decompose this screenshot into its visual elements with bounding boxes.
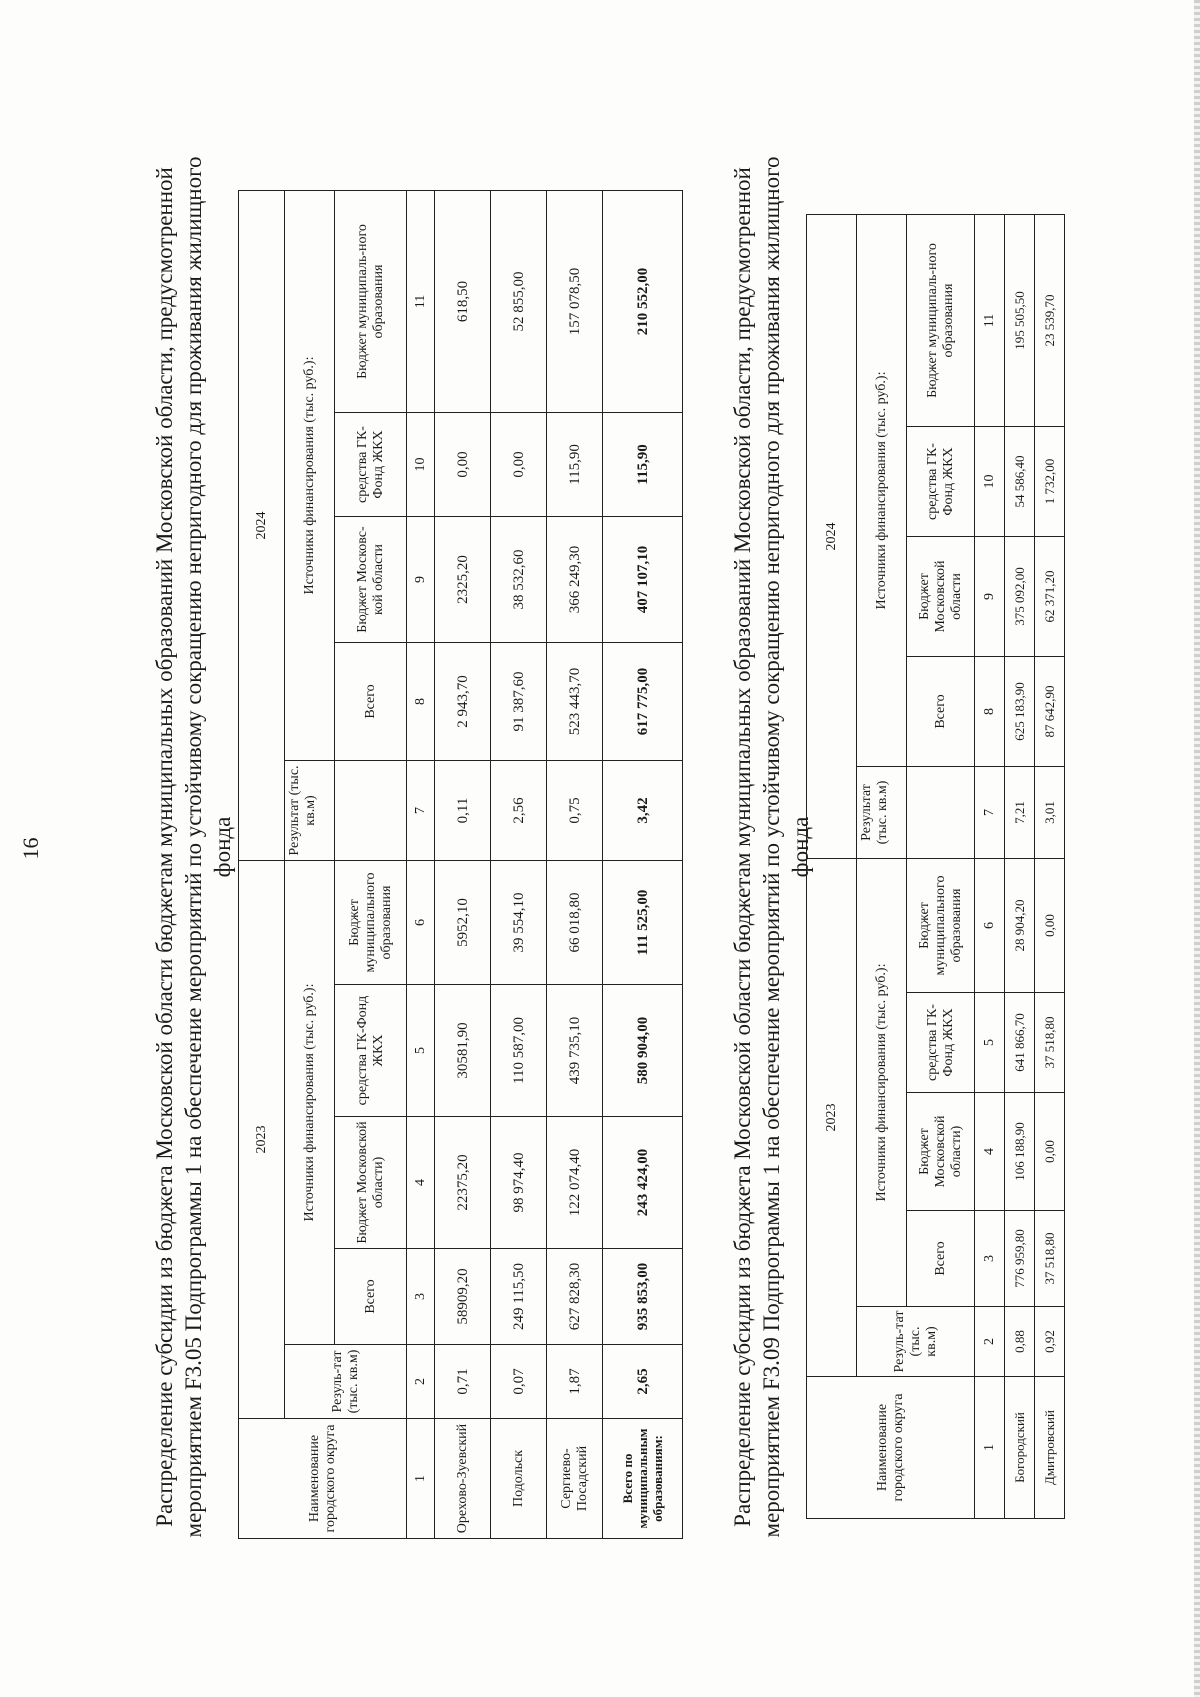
col-number: 8	[407, 643, 435, 761]
col-number: 5	[407, 985, 435, 1117]
cell-value: 0,71	[435, 1345, 491, 1419]
header-total-2024: Всего	[335, 643, 407, 761]
cell-value: 110 587,00	[491, 985, 547, 1117]
table-row	[547, 191, 603, 1539]
total-value: 210 552,00	[603, 191, 683, 413]
row-name: Дмитровский	[1035, 1377, 1065, 1519]
col-number: 7	[407, 761, 435, 861]
header-regional-budget-2023: Бюджет Московской области)	[335, 1117, 407, 1249]
col-number: 1	[975, 1377, 1005, 1519]
total-value: 407 107,10	[603, 517, 683, 643]
col-number: 10	[407, 413, 435, 517]
total-value: 935 853,00	[603, 1249, 683, 1345]
header-fund-2024: средства ГК-Фонд ЖКХ	[335, 413, 407, 517]
cell-value: 0,11	[435, 761, 491, 861]
header-fund-2024: средства ГК-Фонд ЖКХ	[907, 427, 975, 537]
header-result-2024: Результат (тыс. кв.м)	[285, 761, 335, 861]
cell-value: 87 642,90	[1035, 657, 1065, 767]
col-number: 7	[975, 767, 1005, 859]
header-sources-2024: Источники финансирования (тыс. руб.):	[857, 215, 907, 767]
col-number: 3	[407, 1249, 435, 1345]
table-row	[1005, 215, 1035, 1519]
total-row-name: Всего по муниципальным образованиям:	[603, 1419, 683, 1539]
cell-value: 37 518,80	[1035, 1211, 1065, 1307]
cell-value: 157 078,50	[547, 191, 603, 413]
cell-value: 0,75	[547, 761, 603, 861]
col-number: 9	[975, 537, 1005, 657]
col-number: 8	[975, 657, 1005, 767]
header-result-2024-cont	[335, 761, 407, 861]
table-row	[435, 191, 491, 1539]
col-number: 2	[975, 1307, 1005, 1377]
col-number: 4	[975, 1093, 1005, 1211]
header-municipal-budget-2024: Бюджет муниципаль-ного образования	[335, 191, 407, 413]
table-row	[1035, 215, 1065, 1519]
col-number: 2	[407, 1345, 435, 1419]
cell-value: 37 518,80	[1035, 993, 1065, 1093]
header-fund-2023: средства ГК-Фонд ЖКХ	[335, 985, 407, 1117]
header-result-2023: Резуль-тат (тыс. кв.м)	[857, 1307, 975, 1377]
total-value: 111 525,00	[603, 861, 683, 985]
cell-value: 122 074,40	[547, 1117, 603, 1249]
cell-value: 98 974,40	[491, 1117, 547, 1249]
cell-value: 625 183,90	[1005, 657, 1035, 767]
total-value: 3,42	[603, 761, 683, 861]
header-year-2023: 2023	[807, 859, 857, 1377]
cell-value: 366 249,30	[547, 517, 603, 643]
col-number: 9	[407, 517, 435, 643]
cell-value: 1 732,00	[1035, 427, 1065, 537]
cell-value: 2 943,70	[435, 643, 491, 761]
cell-value: 439 735,10	[547, 985, 603, 1117]
header-result-2023: Резуль-тат (тыс. кв.м)	[285, 1345, 407, 1419]
cell-value: 115,90	[547, 413, 603, 517]
col-number: 11	[975, 215, 1005, 427]
cell-value: 776 959,80	[1005, 1211, 1035, 1307]
header-total-2023: Всего	[335, 1249, 407, 1345]
cell-value: 195 505,50	[1005, 215, 1035, 427]
table1-title: Распределение субсидии из бюджета Московской области бюджетам муниципальных образований Московской области, предусмотренной мероприятием F3.05 Подпрограммы 1 на обеспечение мероприятий по устойчивому сокращению непригодного для проживания жилищного фонда	[152, 156, 235, 1538]
cell-value: 0,00	[1035, 1093, 1065, 1211]
cell-value: 62 371,20	[1035, 537, 1065, 657]
cell-value: 0,00	[491, 413, 547, 517]
header-sources-2024: Источники финансирования (тыс. руб.):	[285, 191, 335, 761]
header-total-2024: Всего	[907, 657, 975, 767]
cell-value: 1,87	[547, 1345, 603, 1419]
page-number: 16	[18, 837, 43, 860]
row-name: Богородский	[1005, 1377, 1035, 1519]
header-year-2024: 2024	[239, 191, 285, 861]
total-value: 2,65	[603, 1345, 683, 1419]
table-row	[491, 191, 547, 1539]
cell-value: 523 443,70	[547, 643, 603, 761]
cell-value: 58909,20	[435, 1249, 491, 1345]
col-number: 10	[975, 427, 1005, 537]
header-regional-budget-2023: Бюджет Московской области)	[907, 1093, 975, 1211]
cell-value: 0,00	[1035, 859, 1065, 993]
cell-value: 28 904,20	[1005, 859, 1035, 993]
table2	[806, 214, 1065, 1519]
header-year-2024: 2024	[807, 215, 857, 859]
table1	[238, 190, 683, 1539]
header-sources-2023: Источники финансирования (тыс. руб.):	[285, 861, 335, 1345]
cell-value: 2,56	[491, 761, 547, 861]
header-municipal-budget-2023: Бюджет муниципального образования	[907, 859, 975, 993]
column-number-row	[975, 215, 1005, 1519]
cell-value: 5952,10	[435, 861, 491, 985]
header-year-2023: 2023	[239, 861, 285, 1419]
total-value: 580 904,00	[603, 985, 683, 1117]
cell-value: 0,88	[1005, 1307, 1035, 1377]
cell-value: 0,00	[435, 413, 491, 517]
cell-value: 66 018,80	[547, 861, 603, 985]
header-total-2023: Всего	[907, 1211, 975, 1307]
cell-value: 0,07	[491, 1345, 547, 1419]
col-number: 11	[407, 191, 435, 413]
header-regional-budget-2024: Бюджет Московс-кой области	[335, 517, 407, 643]
col-number: 6	[407, 861, 435, 985]
cell-value: 91 387,60	[491, 643, 547, 761]
col-number: 5	[975, 993, 1005, 1093]
header-regional-budget-2024: Бюджет Московской области	[907, 537, 975, 657]
header-municipal-budget-2023: Бюджет муниципального образования	[335, 861, 407, 985]
row-name: Подольск	[491, 1419, 547, 1539]
col-number: 3	[975, 1211, 1005, 1307]
cell-value: 0,92	[1035, 1307, 1065, 1377]
cell-value: 618,50	[435, 191, 491, 413]
cell-value: 627 828,30	[547, 1249, 603, 1345]
cell-value: 249 115,50	[491, 1249, 547, 1345]
cell-value: 30581,90	[435, 985, 491, 1117]
cell-value: 38 532,60	[491, 517, 547, 643]
cell-value: 7,21	[1005, 767, 1035, 859]
cell-value: 3,01	[1035, 767, 1065, 859]
col-number: 4	[407, 1117, 435, 1249]
cell-value: 2325,20	[435, 517, 491, 643]
cell-value: 22375,20	[435, 1117, 491, 1249]
table2-title: Распределение субсидии из бюджета Московской области бюджетам муниципальных образований Московской области, предусмотренной мероприятием F3.09 Подпрограммы 1 на обеспечение мероприятий по устойчивому сокращению непригодного для проживания жилищного фонда	[730, 156, 813, 1538]
cell-value: 106 188,90	[1005, 1093, 1035, 1211]
row-name: Сергиево-Посадский	[547, 1419, 603, 1539]
total-value: 243 424,00	[603, 1117, 683, 1249]
header-name: Наименование городского округа	[807, 1377, 975, 1519]
header-sources-2023: Источники финансирования (тыс. руб.):	[857, 859, 907, 1307]
column-number-row	[407, 191, 435, 1539]
col-number: 1	[407, 1419, 435, 1539]
total-value: 617 775,00	[603, 643, 683, 761]
row-name: Орехово-Зуевский	[435, 1419, 491, 1539]
cell-value: 39 554,10	[491, 861, 547, 985]
header-name: Наименование городского округа	[239, 1419, 407, 1539]
cell-value: 54 586,40	[1005, 427, 1035, 537]
total-value: 115,90	[603, 413, 683, 517]
header-fund-2023: средства ГК-Фонд ЖКХ	[907, 993, 975, 1093]
col-number: 6	[975, 859, 1005, 993]
header-municipal-budget-2024: Бюджет муниципаль-ного образования	[907, 215, 975, 427]
cell-value: 52 855,00	[491, 191, 547, 413]
cell-value: 641 866,70	[1005, 993, 1035, 1093]
header-result-2024-cont	[907, 767, 975, 859]
scan-edge-strip	[1194, 0, 1200, 1697]
cell-value: 23 539,70	[1035, 215, 1065, 427]
header-result-2024: Результат (тыс. кв.м)	[857, 767, 907, 859]
cell-value: 375 092,00	[1005, 537, 1035, 657]
total-row	[603, 191, 683, 1539]
